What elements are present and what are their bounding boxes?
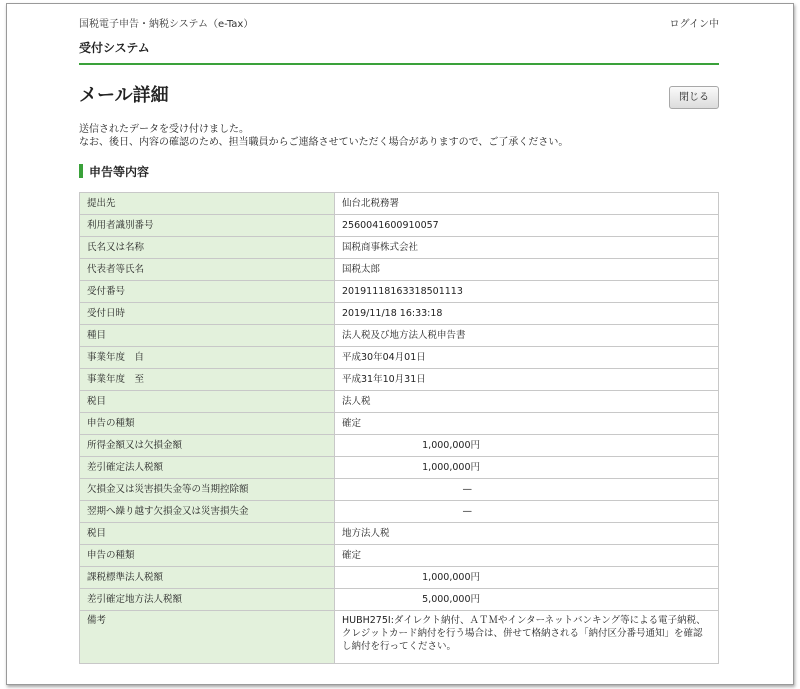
login-status: ログイン中: [669, 19, 719, 30]
table-row: [80, 589, 719, 611]
table-row: [80, 501, 719, 523]
table-row: [80, 391, 719, 413]
row-label: 課税標準法人税額: [80, 567, 335, 589]
row-label: 氏名又は名称: [80, 237, 335, 259]
row-value: —: [335, 501, 719, 523]
row-label: 種目: [80, 325, 335, 347]
row-label: 欠損金又は災害損失金等の当期控除額: [80, 479, 335, 501]
message-line: なお、後日、内容の確認のため、担当職員からご連絡させていただく場合がありますので、ご了承ください。: [79, 137, 569, 148]
table-row: [80, 237, 719, 259]
row-value: 1,000,000円: [335, 457, 719, 479]
mail-detail-window: [6, 3, 794, 685]
row-label: 利用者識別番号: [80, 215, 335, 237]
row-value: 平成30年04月01日: [335, 347, 719, 369]
table-row: [80, 457, 719, 479]
table-row: [80, 259, 719, 281]
table-row: [80, 303, 719, 325]
top-bar: [79, 15, 719, 31]
row-label: 提出先: [80, 193, 335, 215]
table-row: [80, 281, 719, 303]
row-label: 差引確定地方法人税額: [80, 589, 335, 611]
table-row: [80, 193, 719, 215]
section-heading-label: 申告等内容: [89, 165, 150, 179]
row-value: 仙台北税務署: [335, 193, 719, 215]
row-value: 法人税: [335, 391, 719, 413]
row-value: 20191118163318501113: [335, 281, 719, 303]
row-value: 地方法人税: [335, 523, 719, 545]
row-label: 受付日時: [80, 303, 335, 325]
row-value: 5,000,000円: [335, 589, 719, 611]
table-row: [80, 325, 719, 347]
section-heading: [79, 164, 149, 180]
row-value: 2560041600910057: [335, 215, 719, 237]
table-row: [80, 413, 719, 435]
table-row: [80, 479, 719, 501]
table-row: [80, 523, 719, 545]
filing-details-table: [79, 192, 719, 664]
section-marker: [79, 164, 83, 178]
row-label: 事業年度 自: [80, 347, 335, 369]
row-value: 2019/11/18 16:33:18: [335, 303, 719, 325]
row-value: 国税商事株式会社: [335, 237, 719, 259]
table-row: [80, 435, 719, 457]
row-label: 受付番号: [80, 281, 335, 303]
row-value: —: [335, 479, 719, 501]
table-row: [80, 347, 719, 369]
row-label: 備考: [80, 611, 335, 664]
app-title: 国税電子申告・納税システム（e-Tax）: [79, 19, 254, 30]
system-name: 受付システム: [79, 41, 150, 55]
row-value: 1,000,000円: [335, 567, 719, 589]
header-divider: [79, 63, 719, 65]
receipt-message: [79, 123, 568, 149]
row-label: 差引確定法人税額: [80, 457, 335, 479]
row-value: 法人税及び地方法人税申告書: [335, 325, 719, 347]
row-label: 税目: [80, 391, 335, 413]
page-title: メール詳細: [79, 85, 169, 106]
row-value: 1,000,000円: [335, 435, 719, 457]
row-label: 翌期へ繰り越す欠損金又は災害損失金: [80, 501, 335, 523]
message-line: 送信されたデータを受け付けました。: [79, 124, 249, 135]
remarks-value: HUBH275I:ダイレクト納付、ＡＴＭやインターネットバンキング等による電子納税、クレジットカード納付を行う場合は、併せて格納される「納付区分番号通知」を確認し納付を行ってください。: [335, 611, 719, 664]
row-value: 平成31年10月31日: [335, 369, 719, 391]
row-value: 国税太郎: [335, 259, 719, 281]
table-row: [80, 215, 719, 237]
table-row: [80, 545, 719, 567]
row-label: 代表者等氏名: [80, 259, 335, 281]
row-label: 所得金額又は欠損金額: [80, 435, 335, 457]
row-value: 確定: [335, 545, 719, 567]
row-value: 確定: [335, 413, 719, 435]
close-button[interactable]: 閉じる: [669, 86, 719, 109]
row-label: 事業年度 至: [80, 369, 335, 391]
table-row: [80, 369, 719, 391]
row-label: 申告の種類: [80, 413, 335, 435]
table-row: [80, 567, 719, 589]
table-row: [80, 611, 719, 664]
row-label: 税目: [80, 523, 335, 545]
row-label: 申告の種類: [80, 545, 335, 567]
